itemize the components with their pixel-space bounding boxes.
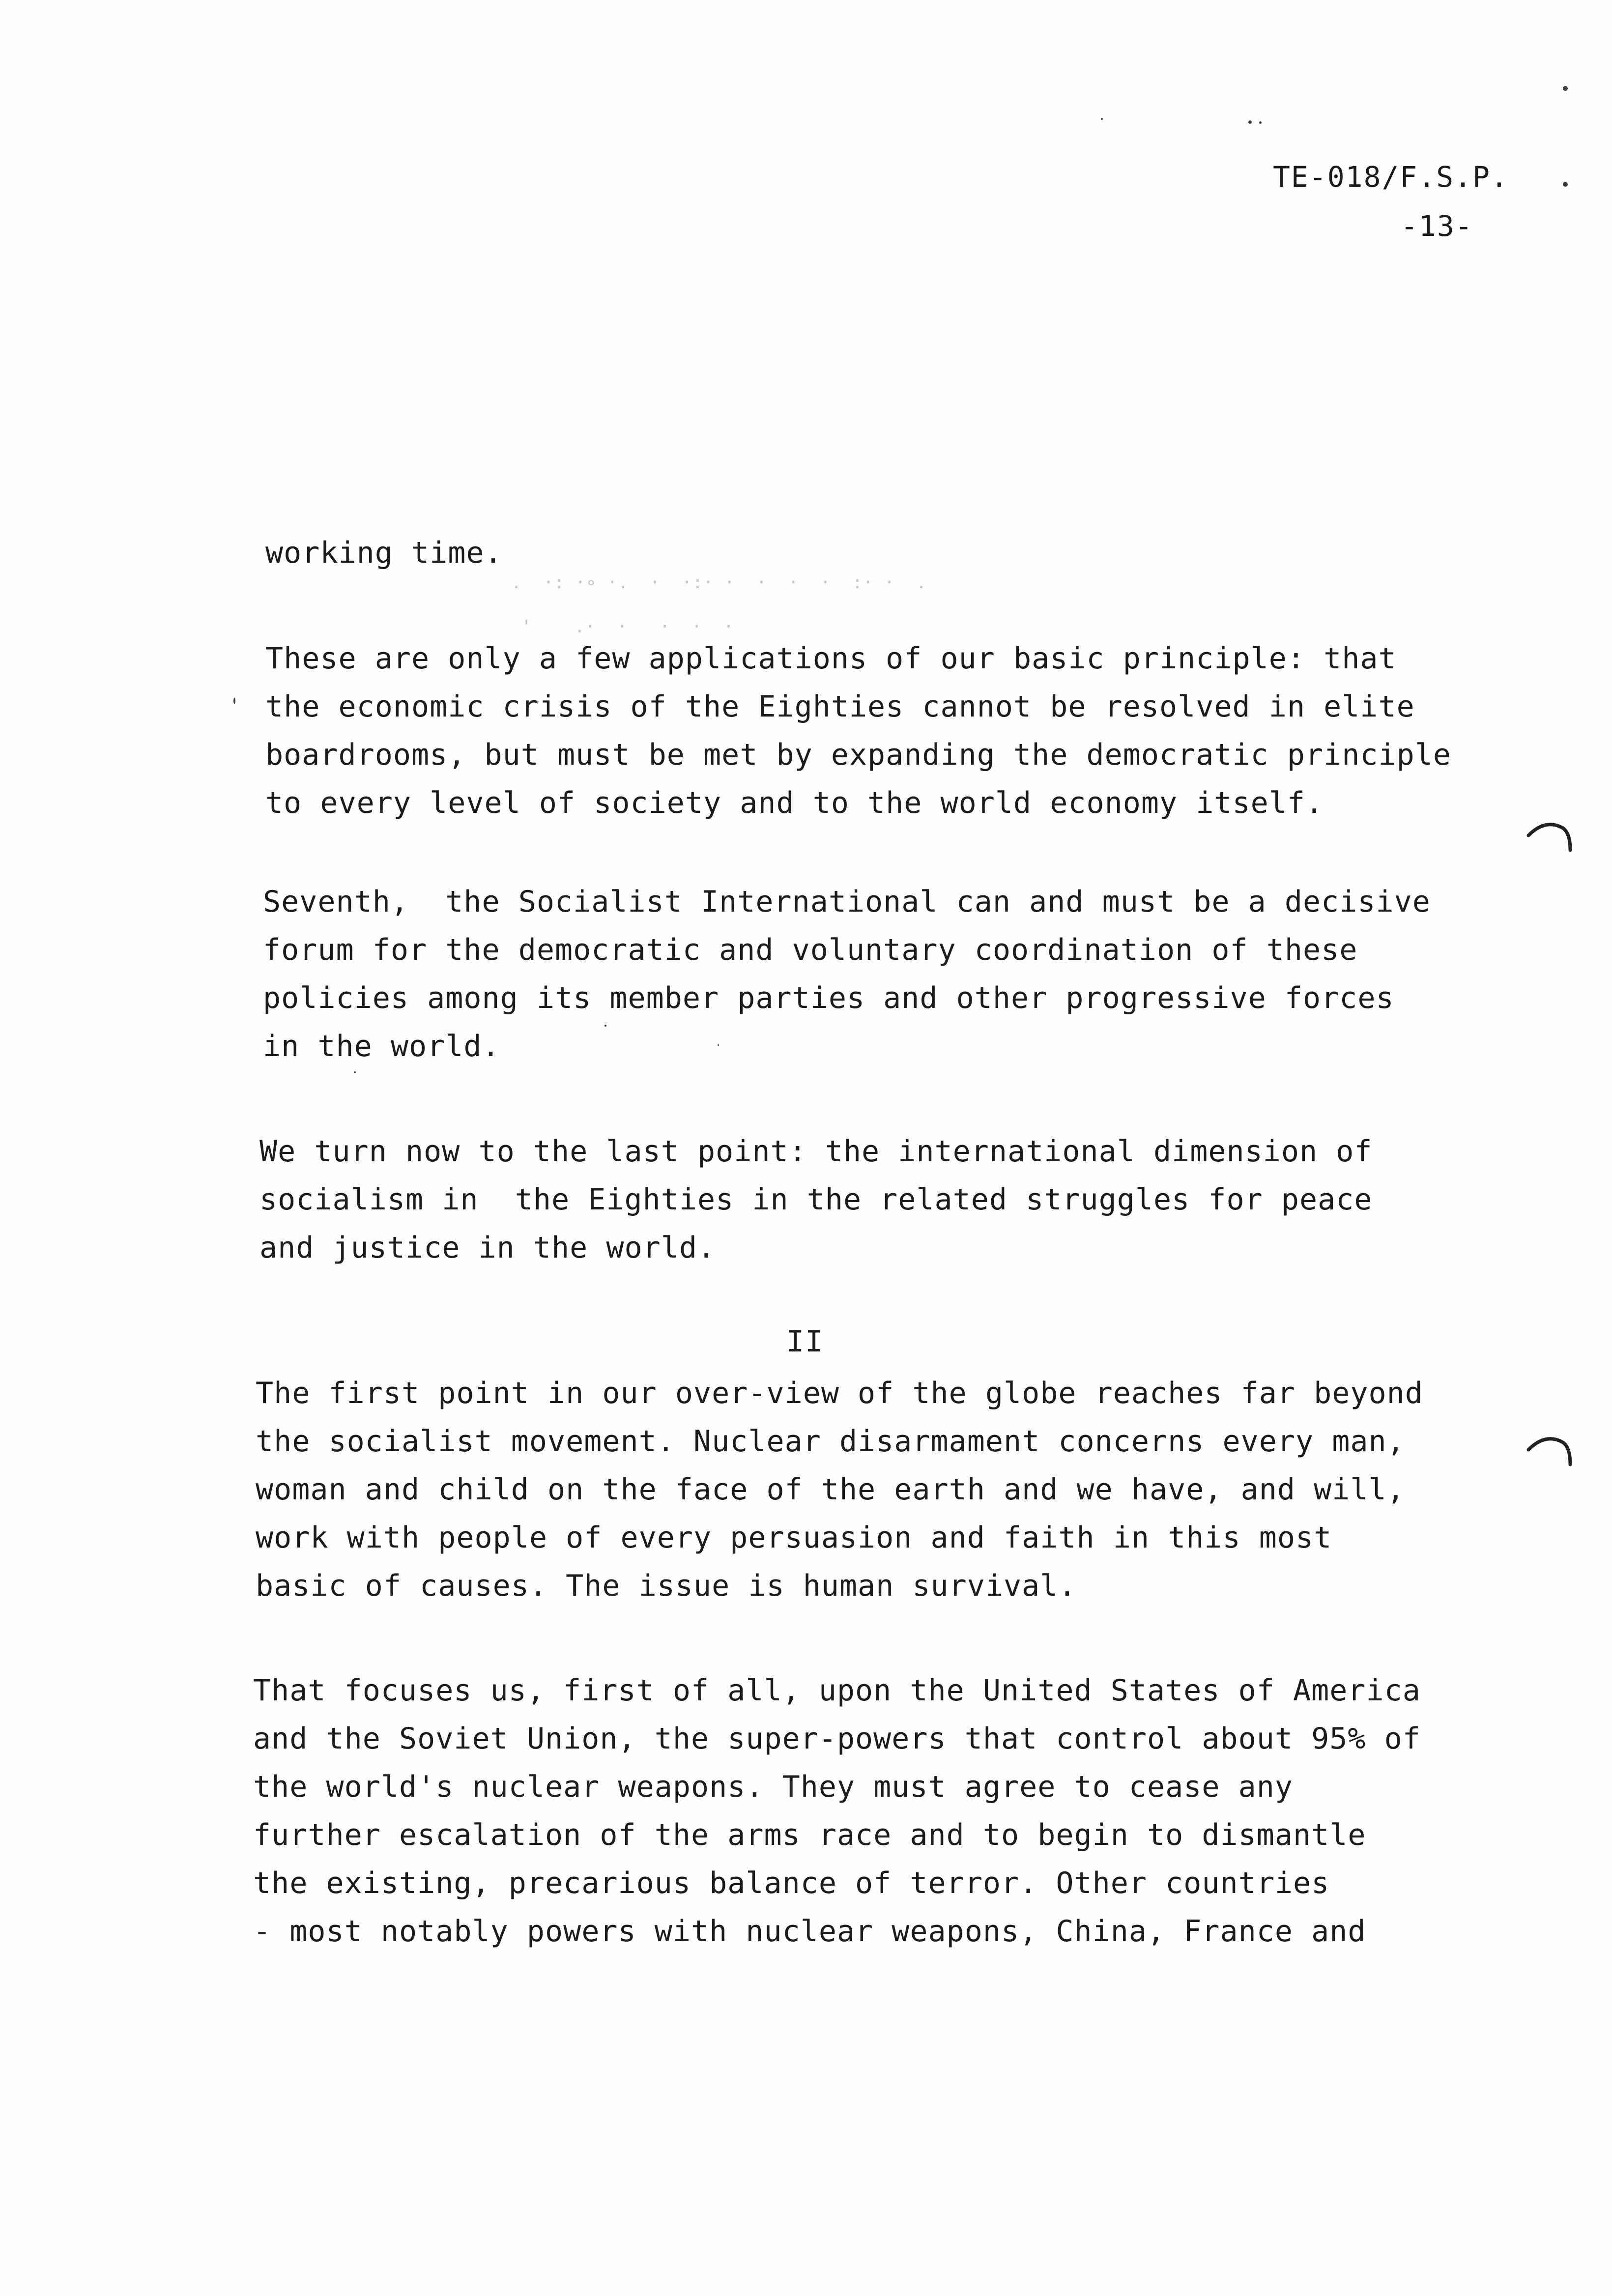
body-line: policies among its member parties and other progressive forces bbox=[263, 981, 1394, 1015]
body-line: the socialist movement. Nuclear disarmament concerns every man, bbox=[256, 1424, 1405, 1459]
scan-speck bbox=[354, 1071, 356, 1073]
scan-speck bbox=[1563, 86, 1568, 91]
body-line: further escalation of the arms race and to begin to dismantle bbox=[253, 1818, 1366, 1852]
scan-speck bbox=[718, 1044, 719, 1046]
body-line: the world's nuclear weapons. They must agree to cease any bbox=[253, 1770, 1294, 1804]
body-line: The first point in our over-view of the globe reaches far beyond bbox=[256, 1376, 1423, 1410]
scan-speck bbox=[1563, 182, 1568, 187]
body-line: Seventh, the Socialist International can and must be a decisive bbox=[263, 885, 1431, 919]
body-line: in the world. bbox=[263, 1029, 500, 1063]
page-number: -13- bbox=[1401, 209, 1473, 243]
body-line: woman and child on the face of the earth and we have, and will, bbox=[256, 1472, 1405, 1507]
margin-curve-mark bbox=[1524, 816, 1578, 870]
scan-speck bbox=[1259, 121, 1262, 124]
margin-curve-mark bbox=[1524, 1430, 1578, 1484]
body-line: That focuses us, first of all, upon the United States of America bbox=[253, 1673, 1421, 1708]
scan-speck bbox=[233, 698, 235, 704]
body-line: boardrooms, but must be met by expanding the democratic principle bbox=[265, 738, 1451, 772]
body-line: These are only a few applications of our basic principle: that bbox=[265, 641, 1397, 676]
body-line: We turn now to the last point: the international dimension of bbox=[259, 1134, 1373, 1169]
document-reference: TE-018/F.S.P. bbox=[1273, 160, 1509, 194]
body-line: working time. bbox=[265, 536, 503, 570]
bleed-through-noise: . ·: ·∘ ·. · ·:· · · · · :· · . bbox=[511, 573, 927, 593]
body-line: socialism in the Eighties in the related struggles for peace bbox=[259, 1182, 1373, 1217]
scan-speck bbox=[1248, 120, 1252, 124]
body-line: and justice in the world. bbox=[259, 1231, 716, 1265]
body-line: to every level of society and to the world economy itself. bbox=[265, 786, 1324, 820]
scan-speck bbox=[604, 1025, 606, 1027]
body-line: the economic crisis of the Eighties cannot be resolved in elite bbox=[265, 689, 1415, 724]
body-line: the existing, precarious balance of terror. Other countries bbox=[253, 1866, 1330, 1900]
section-heading: II bbox=[786, 1324, 824, 1359]
body-line: - most notably powers with nuclear weapons, China, France and bbox=[253, 1914, 1366, 1949]
bleed-through-noise: ' .· · · · · bbox=[521, 617, 734, 637]
body-line: and the Soviet Union, the super-powers that control about 95% of bbox=[253, 1722, 1421, 1756]
body-line: basic of causes. The issue is human survival. bbox=[256, 1569, 1077, 1603]
body-line: forum for the democratic and voluntary coordination of these bbox=[263, 933, 1358, 967]
scan-speck bbox=[1101, 118, 1103, 120]
body-line: work with people of every persuasion and faith in this most bbox=[256, 1521, 1332, 1555]
